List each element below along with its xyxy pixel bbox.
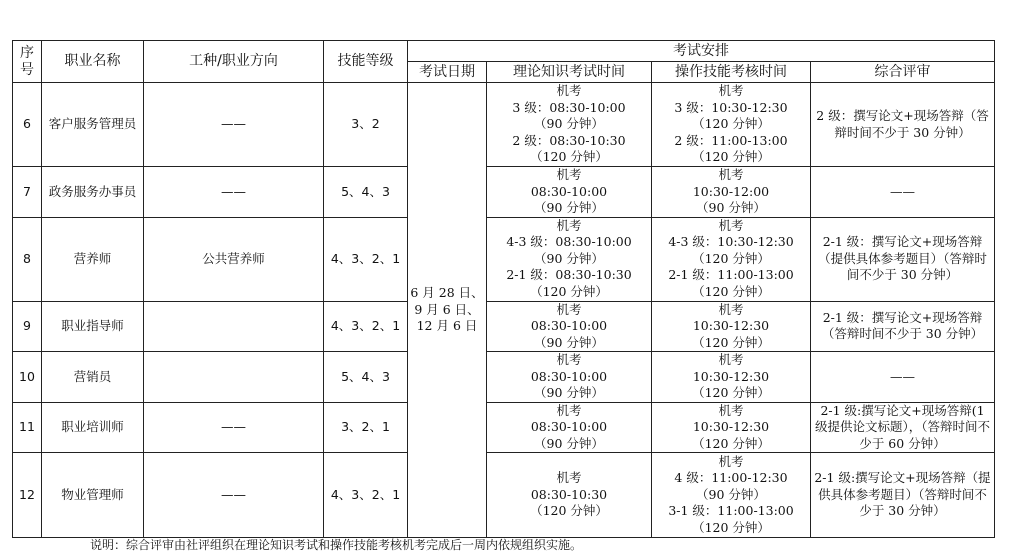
header-review: 综合评审 [811, 62, 995, 83]
skill-time-cell [652, 453, 811, 538]
table-row [13, 83, 995, 167]
header-skill: 操作技能考核时间 [652, 62, 811, 83]
row-num: 10 [13, 352, 42, 403]
skill-line: （120 分钟） [692, 283, 770, 299]
occupation-name: 客户服务管理员 [42, 83, 144, 167]
theory-line: （120 分钟） [530, 283, 608, 299]
level-cell: 3、2、1 [324, 402, 408, 453]
skill-line: 机考 [718, 217, 744, 233]
table-row [13, 167, 995, 218]
exam-schedule-table [12, 40, 995, 538]
theory-line: 机考 [556, 217, 582, 233]
header-theory: 理论知识考试时间 [487, 62, 652, 83]
theory-line: 08:30-10:00 [530, 368, 608, 384]
theory-line: 机考 [556, 352, 582, 367]
skill-line: （120 分钟） [692, 334, 770, 350]
theory-time-cell [487, 167, 652, 218]
row-num: 6 [13, 83, 42, 167]
level-cell: 5、4、3 [324, 167, 408, 218]
level-cell: 4、3、2、1 [324, 217, 408, 301]
skill-time-cell [652, 83, 811, 167]
skill-line: （90 分钟） [696, 200, 766, 215]
header-occupation: 职业名称 [42, 41, 144, 83]
footnote: 说明：综合评审由社评组织在理论知识考试和操作技能考核机考完成后一周内依规组织实施。 [90, 538, 583, 552]
theory-line: （90 分钟） [534, 385, 604, 400]
occupation-name: 营养师 [42, 217, 144, 301]
theory-line: 2-1 级：08:30-10:30 [506, 267, 632, 283]
theory-line: 08:30-10:30 [530, 486, 608, 502]
theory-line: （120 分钟） [530, 503, 608, 519]
theory-line: （90 分钟） [534, 116, 604, 132]
direction-cell: —— [144, 402, 324, 453]
review-cell: 2-1 级：撰写论文+现场答辩（答辩时间不少于 30 分钟） [811, 301, 995, 352]
exam-dates-cell [408, 83, 487, 538]
row-num: 7 [13, 167, 42, 218]
theory-line: 机考 [556, 83, 582, 99]
level-cell: 4、3、2、1 [324, 301, 408, 352]
theory-line: （90 分钟） [534, 435, 604, 451]
skill-line: 10:30-12:30 [692, 419, 770, 434]
skill-line: 机考 [718, 167, 744, 182]
theory-time-cell [487, 83, 652, 167]
theory-time-cell [487, 352, 652, 403]
skill-line: 机考 [718, 402, 744, 418]
theory-line: 机考 [556, 470, 582, 486]
skill-line: （120 分钟） [692, 116, 770, 132]
row-num: 12 [13, 453, 42, 538]
theory-line: 2 级：08:30-10:30 [512, 132, 626, 148]
header-date: 考试日期 [408, 62, 487, 83]
skill-line: （120 分钟） [692, 519, 770, 535]
table-row [13, 217, 995, 301]
theory-time-cell [487, 453, 652, 538]
level-cell: 3、2 [324, 83, 408, 167]
skill-time-cell [652, 217, 811, 301]
header-level: 技能等级 [324, 41, 408, 83]
skill-time-cell [652, 402, 811, 453]
skill-line: 4 级：11:00-12:30 [674, 470, 788, 486]
exam-date-line: 9 月 6 日、 [414, 301, 480, 317]
direction-cell: —— [144, 83, 324, 167]
header-seq: 序号 [13, 41, 42, 83]
theory-line: 08:30-10:00 [530, 419, 608, 434]
occupation-name: 职业培训师 [42, 402, 144, 453]
theory-line: 4-3 级：08:30-10:00 [506, 234, 632, 250]
review-cell: —— [811, 167, 995, 218]
skill-line: （120 分钟） [692, 385, 770, 400]
skill-line: 2-1 级：11:00-13:00 [668, 267, 794, 283]
theory-line: （90 分钟） [534, 334, 604, 350]
header-direction: 工种/职业方向 [144, 41, 324, 83]
review-cell: 2-1 级:撰写论文+现场答辩(1 级提供论文标题），（答辩时间不少于 60 分钟） [811, 402, 995, 453]
theory-line: 08:30-10:00 [530, 183, 608, 199]
occupation-name: 政务服务办事员 [42, 167, 144, 218]
theory-time-cell [487, 402, 652, 453]
skill-line: 10:30-12:30 [692, 368, 770, 384]
skill-line: 机考 [718, 453, 744, 469]
skill-line: （120 分钟） [692, 149, 770, 165]
row-num: 8 [13, 217, 42, 301]
theory-time-cell [487, 217, 652, 301]
direction-cell: 公共营养师 [144, 217, 324, 301]
skill-time-cell [652, 301, 811, 352]
skill-line: （120 分钟） [692, 250, 770, 266]
table-row [13, 453, 995, 538]
theory-line: 机考 [556, 301, 582, 317]
skill-time-cell [652, 167, 811, 218]
theory-line: （120 分钟） [530, 149, 608, 165]
skill-line: 机考 [718, 352, 744, 367]
skill-line: 10:30-12:00 [692, 183, 770, 199]
skill-time-cell [652, 352, 811, 403]
skill-line: 10:30-12:30 [692, 318, 770, 333]
row-num: 9 [13, 301, 42, 352]
level-cell: 5、4、3 [324, 352, 408, 403]
theory-line: 08:30-10:00 [530, 318, 608, 333]
theory-line: 机考 [556, 402, 582, 418]
review-cell: 2 级：撰写论文+现场答辩（答辩时间不少于 30 分钟） [811, 83, 995, 167]
theory-line: 机考 [556, 167, 582, 182]
skill-line: （90 分钟） [696, 486, 766, 502]
table-row [13, 352, 995, 403]
exam-date-line: 6 月 28 日、 [410, 285, 484, 301]
review-cell: —— [811, 352, 995, 403]
direction-cell: —— [144, 167, 324, 218]
table-row [13, 301, 995, 352]
skill-line: 机考 [718, 83, 744, 99]
review-cell: 2-1 级：撰写论文+现场答辩（提供具体参考题目）（答辩时间不少于 30 分钟） [811, 217, 995, 301]
skill-line: 机考 [718, 301, 744, 317]
theory-line: 3 级：08:30-10:00 [512, 99, 626, 115]
occupation-name: 职业指导师 [42, 301, 144, 352]
table-row [13, 402, 995, 453]
direction-cell [144, 301, 324, 352]
skill-line: 3-1 级：11:00-13:00 [668, 503, 794, 519]
occupation-name: 营销员 [42, 352, 144, 403]
skill-line: 4-3 级：10:30-12:30 [668, 234, 794, 250]
theory-time-cell [487, 301, 652, 352]
direction-cell: —— [144, 453, 324, 538]
theory-line: （90 分钟） [534, 200, 604, 215]
direction-cell [144, 352, 324, 403]
exam-date-line: 12 月 6 日 [416, 318, 478, 334]
row-num: 11 [13, 402, 42, 453]
level-cell: 4、3、2、1 [324, 453, 408, 538]
theory-line: （90 分钟） [534, 250, 604, 266]
skill-line: 2 级：11:00-13:00 [674, 132, 788, 148]
skill-line: 3 级：10:30-12:30 [674, 99, 788, 115]
header-arrangement: 考试安排 [408, 41, 995, 62]
occupation-name: 物业管理师 [42, 453, 144, 538]
skill-line: （120 分钟） [692, 435, 770, 451]
review-cell: 2-1 级:撰写论文+现场答辩（提供具体参考题目）（答辩时间不少于 30 分钟） [811, 453, 995, 538]
